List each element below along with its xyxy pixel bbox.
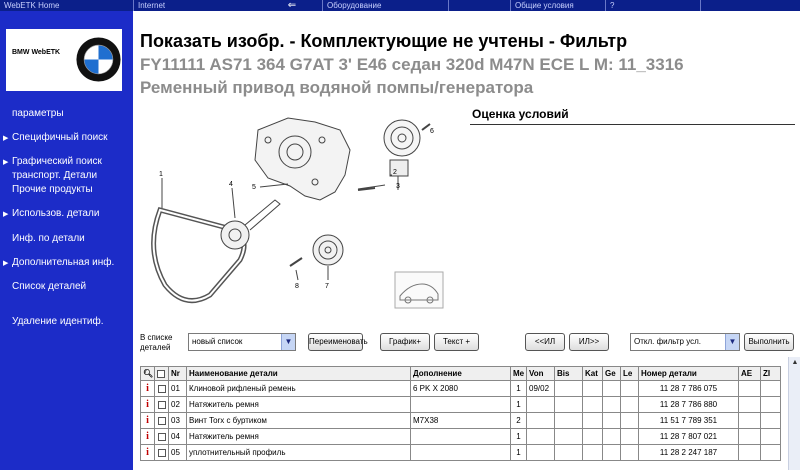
cell-extra xyxy=(411,445,511,461)
cell-ae xyxy=(739,429,761,445)
list-select-value: новый список xyxy=(192,337,243,346)
cell-zi xyxy=(761,381,781,397)
row-checkbox[interactable] xyxy=(155,429,169,445)
nav-graphic-search[interactable]: ▶ Графический поиск транспорт. Детали Прочие продукты xyxy=(3,156,102,195)
cell-ge xyxy=(603,397,621,413)
cell-part-number[interactable]: 11 28 7 786 880 xyxy=(639,397,739,413)
callout-2[interactable]: 2 xyxy=(393,169,397,176)
cell-part-number[interactable]: 11 51 7 789 351 xyxy=(639,413,739,429)
bmw-emblem-icon xyxy=(76,37,121,82)
cell-ge xyxy=(603,429,621,445)
sidebar xyxy=(0,11,133,470)
home-link[interactable]: WebETK Home xyxy=(4,1,60,10)
nav-specific-search[interactable]: ▶ Специфичный поиск xyxy=(0,131,133,145)
cell-ge xyxy=(603,381,621,397)
arrow-right-icon: ▶ xyxy=(3,159,9,166)
callout-5[interactable]: 5 xyxy=(252,184,256,191)
cell-ae xyxy=(739,413,761,429)
cell-zi xyxy=(761,413,781,429)
cell-name: Натяжитель ремня xyxy=(187,429,411,445)
column-header[interactable]: Наименование детали xyxy=(187,367,411,381)
page-title: Показать изобр. - Комплектующие не учтены - Фильтр xyxy=(140,31,628,51)
cell-extra: 6 PK X 2080 xyxy=(411,381,511,397)
nav-delete-id[interactable]: Удаление идентиф. xyxy=(12,316,104,327)
cell-le xyxy=(621,397,639,413)
cell-me: 1 xyxy=(511,381,527,397)
column-header[interactable]: Номер детали xyxy=(639,367,739,381)
cell-von: 09/02 xyxy=(527,381,555,397)
scroll-up-icon[interactable]: ▲ xyxy=(791,359,799,366)
nav-used-parts[interactable]: ▶ Использов. детали xyxy=(0,207,133,221)
table-row[interactable] xyxy=(141,397,781,413)
info-icon[interactable]: i xyxy=(141,397,155,413)
nav-additional-info[interactable]: ▶ Дополнительная инф. xyxy=(0,256,133,270)
cell-name: Клиновой рифленый ремень xyxy=(187,381,411,397)
cell-le xyxy=(621,381,639,397)
cell-zi xyxy=(761,445,781,461)
cell-extra xyxy=(411,397,511,413)
cell-nr: 02 xyxy=(169,397,187,413)
spacer-cell xyxy=(448,0,510,11)
cell-name: Натяжитель ремня xyxy=(187,397,411,413)
arrow-right-icon: ▶ xyxy=(3,211,9,218)
info-icon[interactable]: i xyxy=(141,381,155,397)
vehicle-identifier: FY11111 AS71 364 G7AT 3' E46 седан 320d M47N ECE L M: 11_3316 xyxy=(140,55,684,74)
vertical-scrollbar[interactable] xyxy=(788,357,800,470)
table-row[interactable] xyxy=(141,445,781,461)
row-checkbox[interactable] xyxy=(155,413,169,429)
callout-3[interactable]: 3 xyxy=(396,183,400,190)
cell-le xyxy=(621,429,639,445)
cell-extra: M7X38 xyxy=(411,413,511,429)
list-label: В списке деталей xyxy=(140,333,173,352)
nav-parts-list[interactable]: Список деталей xyxy=(12,281,87,292)
cell-name: Винт Torx с буртиком xyxy=(187,413,411,429)
callout-8[interactable]: 8 xyxy=(295,283,299,290)
cell-me: 1 xyxy=(511,445,527,461)
callout-7[interactable]: 7 xyxy=(325,283,329,290)
parts-diagram[interactable] xyxy=(140,100,465,322)
cell-kat xyxy=(583,381,603,397)
column-header[interactable]: Kat xyxy=(583,367,603,381)
cell-kat xyxy=(583,397,603,413)
conditions-title: Оценка условий xyxy=(472,107,569,121)
cell-von xyxy=(527,413,555,429)
internet-link[interactable]: Internet xyxy=(133,0,261,11)
cell-le xyxy=(621,445,639,461)
info-icon[interactable]: i xyxy=(141,429,155,445)
cell-bis xyxy=(555,413,583,429)
cell-nr: 01 xyxy=(169,381,187,397)
logo-text: BMW WebETK xyxy=(12,49,61,56)
cell-nr: 05 xyxy=(169,445,187,461)
search-icon[interactable]: 🔍︎ xyxy=(141,367,155,381)
table-row[interactable] xyxy=(141,381,781,397)
cell-bis xyxy=(555,381,583,397)
column-header[interactable]: Ge xyxy=(603,367,621,381)
next-illustration-button[interactable]: ИЛ>> xyxy=(569,333,609,351)
callout-4[interactable]: 4 xyxy=(229,181,233,188)
parts-table xyxy=(140,366,788,470)
cell-von xyxy=(527,445,555,461)
nav-parameters[interactable]: параметры xyxy=(12,108,64,119)
help-link[interactable]: ? xyxy=(605,0,700,11)
cell-part-number[interactable]: 11 28 7 807 021 xyxy=(639,429,739,445)
conditions-divider xyxy=(470,124,795,125)
back-arrow-icon[interactable]: ⇐ xyxy=(287,0,297,11)
cell-ae xyxy=(739,445,761,461)
table-row[interactable] xyxy=(141,413,781,429)
cell-ae xyxy=(739,381,761,397)
column-header[interactable]: ZI xyxy=(761,367,781,381)
chevron-down-icon[interactable]: ▼ xyxy=(281,334,295,350)
cell-me: 1 xyxy=(511,429,527,445)
cell-kat xyxy=(583,413,603,429)
cell-bis xyxy=(555,429,583,445)
row-checkbox[interactable] xyxy=(155,381,169,397)
column-header[interactable]: Дополнение xyxy=(411,367,511,381)
column-header[interactable]: Nr xyxy=(169,367,187,381)
select-all-checkbox[interactable] xyxy=(155,367,169,381)
column-header[interactable]: Von xyxy=(527,367,555,381)
cell-ge xyxy=(603,413,621,429)
callout-1[interactable]: 1 xyxy=(159,171,163,178)
cell-nr: 04 xyxy=(169,429,187,445)
execute-button[interactable]: Выполнить xyxy=(744,333,794,351)
chevron-down-icon[interactable]: ▼ xyxy=(725,334,739,350)
top-bar xyxy=(0,0,800,11)
cell-part-number[interactable]: 11 28 2 247 187 xyxy=(639,445,739,461)
cell-ae xyxy=(739,397,761,413)
cell-kat xyxy=(583,445,603,461)
arrow-right-icon: ▶ xyxy=(3,260,9,267)
general-conditions-link[interactable]: Общие условия xyxy=(510,0,605,11)
cell-me: 1 xyxy=(511,397,527,413)
cell-extra xyxy=(411,429,511,445)
row-checkbox[interactable] xyxy=(155,397,169,413)
arrow-right-icon: ▶ xyxy=(3,135,9,142)
cell-part-number[interactable]: 11 28 7 786 075 xyxy=(639,381,739,397)
cell-bis xyxy=(555,397,583,413)
cell-von xyxy=(527,397,555,413)
column-header[interactable]: Me xyxy=(511,367,527,381)
cell-kat xyxy=(583,429,603,445)
list-select[interactable] xyxy=(188,333,296,351)
logo xyxy=(6,29,122,91)
cell-von xyxy=(527,429,555,445)
graphic-plus-button[interactable]: График+ xyxy=(380,333,430,351)
table-row[interactable] xyxy=(141,429,781,445)
text-plus-button[interactable]: Текст + xyxy=(434,333,479,351)
cell-me: 2 xyxy=(511,413,527,429)
filter-select-value: Откл. фильтр усл. xyxy=(634,337,701,346)
callout-6[interactable]: 6 xyxy=(430,128,434,135)
cell-ge xyxy=(603,445,621,461)
rename-button[interactable]: Переименовать xyxy=(308,333,363,351)
info-icon[interactable]: i xyxy=(141,445,155,461)
group-title: Ременный привод водяной помпы/генератора xyxy=(140,78,534,97)
info-icon[interactable]: i xyxy=(141,413,155,429)
cell-zi xyxy=(761,429,781,445)
cell-le xyxy=(621,413,639,429)
equipment-link[interactable]: Оборудование xyxy=(322,0,448,11)
table-header-row xyxy=(141,367,781,381)
cell-nr: 03 xyxy=(169,413,187,429)
nav-part-info[interactable]: Инф. по детали xyxy=(12,233,85,244)
column-header[interactable]: Le xyxy=(621,367,639,381)
column-header[interactable]: AE xyxy=(739,367,761,381)
cell-zi xyxy=(761,397,781,413)
row-checkbox[interactable] xyxy=(155,445,169,461)
prev-illustration-button[interactable]: <<ИЛ xyxy=(525,333,565,351)
cell-name: уплотнительный профиль xyxy=(187,445,411,461)
filter-select[interactable] xyxy=(630,333,740,351)
column-header[interactable]: Bis xyxy=(555,367,583,381)
spacer-cell xyxy=(700,0,800,11)
cell-bis xyxy=(555,445,583,461)
